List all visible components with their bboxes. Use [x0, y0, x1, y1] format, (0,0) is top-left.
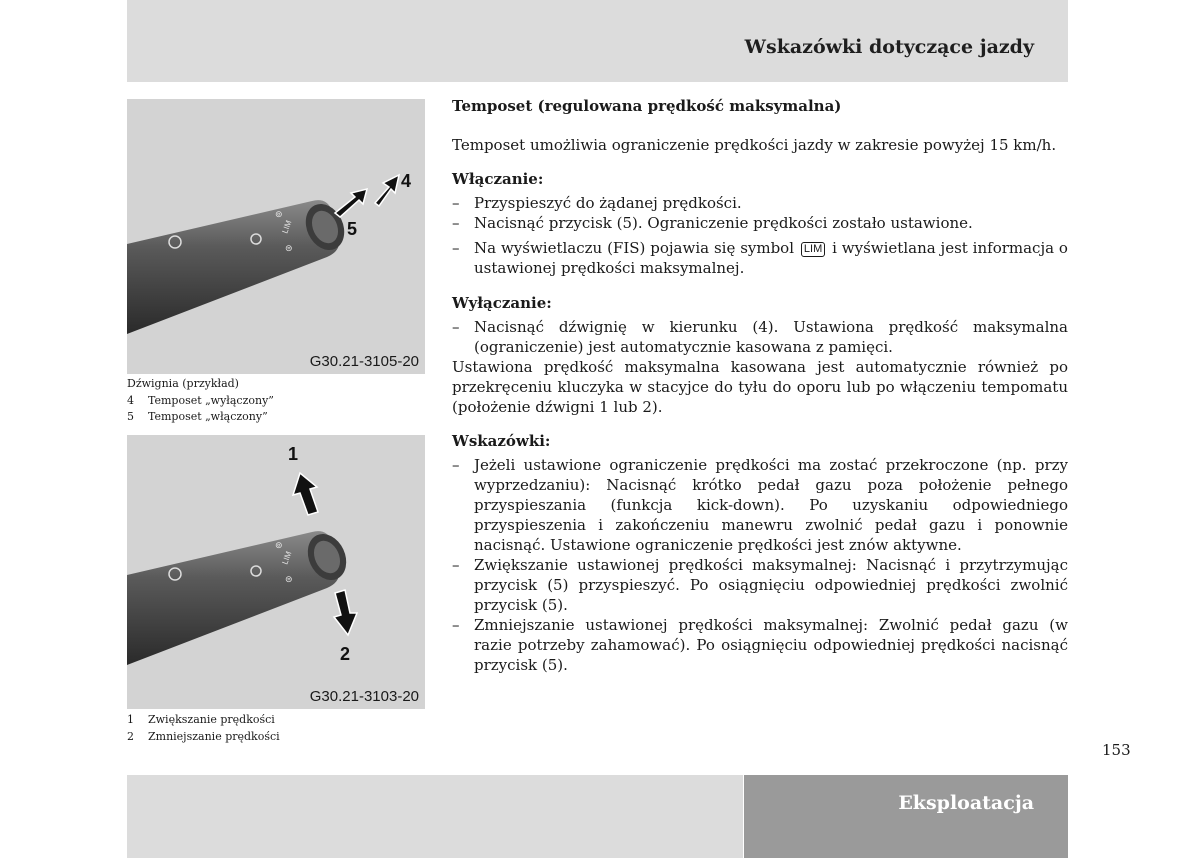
pull-arrow-4 [375, 175, 399, 206]
list-item: – Nacisnąć przycisk (5). Ograniczenie prędkości zostało ustawione. [452, 213, 1068, 233]
subheading-tips: Wskazówki: [452, 432, 551, 450]
arrow-up-1 [293, 473, 318, 515]
lim-symbol: LIM [801, 242, 825, 257]
page-title: Wskazówki dotyczące jazdy [744, 36, 1034, 58]
figure-code: G30.21-3103-20 [309, 688, 419, 705]
lim-marking: LIM [280, 550, 294, 566]
set-marking-lower: ⊜ [285, 575, 293, 585]
list-item: – Zwiększanie ustawionej prędkości maksymalnej: Nacisnąć i przytrzymując przycisk (5) przyspieszyć. Po osiągnięciu odpowiedniej prędkości zwolnić przycisk (5). [452, 555, 1068, 615]
push-arrow-5 [335, 189, 367, 217]
list-item: – Zmniejszanie ustawionej prędkości maksymalnej: Zwolnić pedał gazu (w razie potrzeby zahamować). Po osiągnięciu odpowiedniej prędkości nacisnąć przycisk (5). [452, 615, 1068, 675]
caption-item: 5 Temposet „włączony” [127, 410, 268, 423]
list-item: – Nacisnąć dźwignię w kierunku (4). Ustawiona prędkość maksymalna (ograniczenie) jest automatycznie kasowana z pamięci. [452, 317, 1068, 357]
section-heading: Temposet (regulowana prędkość maksymalna) [452, 97, 842, 115]
list-item: – Na wyświetlaczu (FIS) pojawia się symbol LIM i wyświetlana jest informacja o ustawionej prędkości maksymalnej. [452, 238, 1068, 278]
off-note: Ustawiona prędkość maksymalna kasowana jest automatycznie również po przekręceniu kluczyka w stacyjce do tyłu do oporu lub po włączeniu tempomatu (położenie dźwigni 1 lub 2). [452, 358, 1068, 416]
caption-item: 4 Temposet „wyłączony” [127, 393, 274, 407]
arrow-down-2 [334, 590, 357, 635]
figure-lever-temposet [127, 99, 425, 374]
list-tips [452, 455, 1068, 675]
figure-code: G30.21-3105-20 [309, 353, 419, 370]
footer-band [127, 775, 743, 858]
callout-4: 4 [401, 171, 412, 191]
stalk-body [127, 531, 339, 665]
footer-section-tab [744, 775, 1068, 858]
callout-5: 5 [347, 219, 358, 239]
caption-item: 2 Zmniejszanie prędkości [127, 729, 280, 743]
callout-2: 2 [340, 644, 351, 664]
section-title: Eksploatacja [898, 792, 1034, 814]
lever-illustration-2 [127, 435, 425, 709]
set-marking-lower: ⊜ [285, 244, 293, 254]
figure-lever-speed-adjust [127, 435, 425, 709]
header-band [127, 0, 1068, 82]
set-marking-upper: ⊚ [275, 541, 283, 551]
lim-marking: LIM [280, 219, 294, 235]
list-off [452, 317, 1068, 357]
figure-caption-1 [127, 376, 427, 426]
caption-title: Dźwignia (przykład) [127, 377, 239, 390]
lever-illustration-1 [127, 99, 425, 374]
figure-caption-2 [127, 712, 427, 745]
list-on [452, 193, 1068, 278]
list-item: – Jeżeli ustawione ograniczenie prędkości ma zostać przekroczone (np. przy wyprzedzaniu): Nacisnąć krótko pedał gazu poza położenie pełnego przyspieszania (funkcja kick-down). Po uzyskaniu odpowiedniego przyspieszenia i zakończeniu manewru zwolnić pedał gazu i ponownie nacisnąć. Ustawione ograniczenie prędkości jest znów aktywne. [452, 455, 1068, 555]
subheading-on: Włączanie: [452, 170, 544, 188]
list-item: – Przyspieszyć do żądanej prędkości. [452, 193, 1068, 213]
intro-paragraph: Temposet umożliwia ograniczenie prędkości jazdy w zakresie powyżej 15 km/h. [452, 136, 1057, 154]
set-marking-upper: ⊚ [275, 210, 283, 220]
subheading-off: Wyłączanie: [452, 294, 552, 312]
main-content [452, 96, 1068, 690]
page-number: 153 [1102, 741, 1131, 759]
caption-item: 1 Zwiększanie prędkości [127, 713, 275, 726]
callout-1: 1 [288, 444, 299, 464]
